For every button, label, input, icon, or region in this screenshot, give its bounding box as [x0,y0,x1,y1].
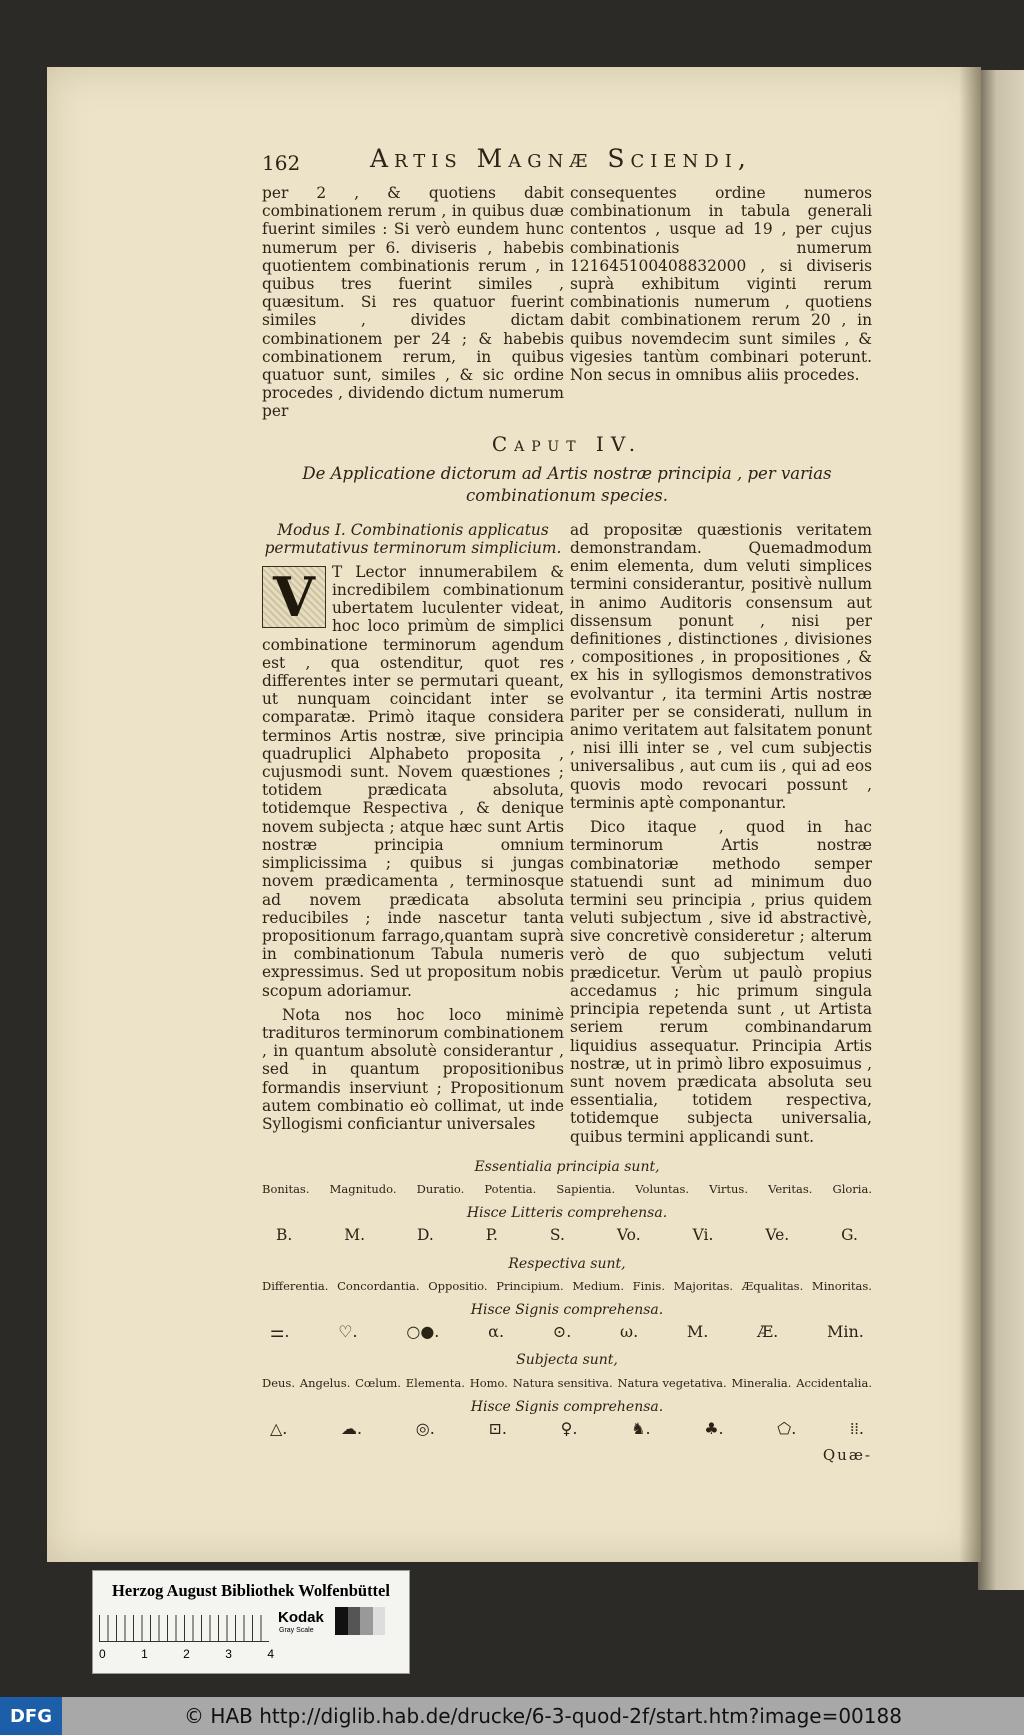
body-right-paragraph-1: ad propositæ quæstionis veritatem demonstrandam. Quemadmodum enim elementa, dum veluti simplices termini considerantur, positivè nullum in animo Auditoris consensum aut dissensum ponunt , nisi per definitiones , distinctiones , divisiones , compositiones , in propositiones , & ex his in syllogismos demonstrativos evolvantur , ita termini Artis nostræ pariter per se considerati, nullum in animo veritatem aut falsitatem ponunt , nisi illi inter se , vel cum subjectis universalibus , aut cum iis , qui ad eos quovis modo revocari possunt , terminis aptè componantur. [570,520,872,812]
page-text [262,144,872,1465]
signs-row-1-item: ♡. [338,1322,358,1342]
adjacent-page-edge [978,70,1024,1590]
respectiva-row-item: Differentia. [262,1278,329,1293]
modus-heading: Modus I. Combinationis applicatus permutativus terminorum simplicium. [264,520,562,557]
subjecta-row-item: Cœlum. [355,1375,401,1390]
viewer-footer [0,1697,1024,1735]
subjecta-row-item: Accidentalia. [796,1375,872,1390]
chapter-subtitle: De Applicatione dictorum ad Artis nostræ principia , per varias combinationum species. [302,463,832,505]
letters-row-item: P. [485,1226,498,1245]
chapter-title: Caput IV. [491,431,643,456]
respectiva-row [262,1277,872,1295]
essentialia-row-item: Sapientia. [556,1181,616,1196]
signs-row-2-item: ♞. [631,1418,651,1438]
subjecta-row-item: Natura sensitiva. [512,1375,613,1390]
signs-row-1-item: ○●. [406,1322,440,1342]
top-columns [262,184,872,421]
signs-row-1-item: Æ. [757,1322,779,1342]
library-color-chart-label [92,1570,410,1674]
signs-row-1-item: ⚌. [270,1322,290,1342]
signs-heading-1: Hisce Signis comprehensa. [470,1301,664,1318]
signs-row-2 [262,1420,872,1438]
catchword: Quæ- [822,1446,872,1465]
principles-tables [262,1158,872,1465]
running-head [262,144,872,184]
respectiva-row-item: Medium. [572,1278,624,1293]
respectiva-row-item: Oppositio. [428,1278,488,1293]
signs-row-2-item: ◎. [415,1418,435,1438]
gray-scale-caption: Gray Scale [279,1627,314,1634]
letters-row-item: B. [276,1226,293,1245]
signs-row-2-item: △. [270,1418,288,1438]
respectiva-row-item: Minoritas. [811,1278,872,1293]
signs-row-2-item: ⁞⁞. [849,1418,864,1438]
essentialia-row-item: Voluntas. [635,1181,689,1196]
letters-row-item: Ve. [765,1226,790,1245]
signs-row-2-item: ☁. [341,1418,363,1438]
ruler-numbers-item: 3 [225,1647,232,1661]
ruler-numbers-item: 0 [99,1647,106,1661]
essentialia-row [262,1180,872,1198]
letters-row-item: D. [417,1226,434,1245]
essentialia-row-item: Virtus. [709,1181,748,1196]
letters-row [262,1226,872,1244]
subjecta-row-item: Angelus. [299,1375,351,1390]
essentialia-heading: Essentialia principia sunt, [474,1158,660,1175]
signs-row-1-item: Min. [827,1322,864,1342]
letters-row-item: M. [344,1226,366,1245]
page-gutter-shadow [959,67,981,1562]
letters-row-item: Vo. [616,1226,641,1245]
signs-row-2-item: ⊡. [488,1418,507,1438]
signs-row-2-item: ♣. [704,1418,724,1438]
essentialia-row-item: Duratio. [416,1181,465,1196]
subjecta-row-item: Natura vegetativa. [617,1375,727,1390]
respectiva-row-item: Æqualitas. [741,1278,804,1293]
respectiva-row-item: Majoritas. [673,1278,734,1293]
subjecta-heading: Subjecta sunt, [516,1352,618,1369]
essentialia-row-item: Veritas. [768,1181,813,1196]
body-left-paragraph-2: Nota nos hoc loco minimè tradituros terminorum combinationem , in quantum absolutè considerantur , sed in quantum propositionibus formandis inserviunt ; Propositionum autem combinatio eò collimat, ut inde Syllogismi conficiantur universales [262,1005,564,1133]
essentialia-row-item: Bonitas. [262,1181,310,1196]
respectiva-row-item: Principium. [496,1278,564,1293]
ruler-numbers [99,1647,274,1661]
gray-scale-swatches [335,1607,385,1635]
ruler-numbers-item: 4 [267,1647,274,1661]
essentialia-row-item: Magnitudo. [329,1181,397,1196]
letters-row-item: S. [549,1226,565,1245]
body-left-paragraph-1: V T Lector innumerabilem & incredibilem combinationum ubertatem luculenter videat, hoc loco primùm de simplici combinatione terminorum agendum est , qua ostenditur, quot res differentes inter se permutari queant, ut nunquam coincidant inter se comparatæ. Primò itaque considera terminos Artis nostræ, sive principia quadruplici Alphabeto proposita , cujusmodi sunt. Novem quæstiones ; totidem prædicata absoluta, totidemque Respectiva , & denique novem subjecta ; atque hæc sunt Artis nostræ principia omnium simplicissima ; quibus si jungas novem prædicamenta , terminosque ad novem prædicata absoluta reducibiles ; inde nascetur tanta propositionum farrago,quantam suprà in combinationum Tabula numeris expressimus. Sed ut propositum nobis scopum adoriamur. [262,562,564,1000]
scale-ruler [99,1615,269,1642]
running-title: Artis Magnæ Sciendi, [370,144,752,173]
subjecta-row-item: Elementa. [405,1375,465,1390]
subjecta-row-item: Homo. [469,1375,508,1390]
dropcap-initial: V [262,566,326,628]
respectiva-heading: Respectiva sunt, [508,1255,626,1272]
letters-row-item: Vi. [692,1226,714,1245]
signs-heading-2: Hisce Signis comprehensa. [470,1398,664,1415]
top-left-column: per 2 , & quotiens dabit combinationem rerum , in quibus duæ fuerint similes : Si verò eundem hunc numerum per 6. diviseris , habebis quotientem combinationis rerum , in quibus tres fuerint similes , quæsitum. Si res quatuor fuerint similes , divides dictam combinationem per 24 ; & habebis combinationem rerum, in quibus quatuor sunt, similes , & sic ordine procedes , dividendo dictum numerum per [262,184,564,421]
body-right-paragraph-2: Dico itaque , quod in hac terminorum Artis nostræ combinatoriæ methodo semper statuendi sunt ad minimum duo termini seu principia , prius quidem veluti subjectum , sive id abstractivè, sive concretivè consideretur ; alterum verò de quo subjectum veluti prædicetur. Verùm ut paulò propius accedamus ; hic primum singula principia repetenda sunt , ut Artista seriem rerum combinandarum liquidius assequatur. Principia Artis nostræ, ut in primò libro exposuimus , sunt novem prædicata absoluta seu essentialia, totidem respectiva, totidemque subjecta universalia, quibus termini applicandi sunt. [570,818,872,1146]
ruler-numbers-item: 2 [183,1647,190,1661]
respectiva-row-item: Concordantia. [337,1278,420,1293]
signs-row-1 [262,1323,872,1341]
signs-row-2-item: ⬠. [777,1418,797,1438]
signs-row-1-item: α. [488,1322,505,1342]
body-columns [262,521,872,1146]
source-url-text[interactable]: © HAB http://diglib.hab.de/drucke/6-3-quod-2f/start.htm?image=00188 [184,1704,902,1728]
dfg-logo: DFG [0,1697,62,1735]
kodak-logo: Kodak [278,1609,324,1626]
letters-heading: Hisce Litteris comprehensa. [466,1205,668,1222]
library-name: Herzog August Bibliothek Wolfenbüttel [112,1581,390,1600]
top-right-column: consequentes ordine numeros combinationum in tabula generali contentos , usque ad 19 , per cujus combinationis numerum 121645100408832000 , si diviseris suprà exhibitum viginti rerum combinationis numerum , quotiens dabit combinationem rerum 20 , in quibus novemdecim sunt similes , & vigesies tantùm combinari poterunt. Non secus in omnibus aliis procedes. [570,184,872,385]
subjecta-row-item: Deus. [262,1375,295,1390]
letters-row-item: G. [841,1226,858,1245]
signs-row-1-item: M. [686,1322,709,1342]
essentialia-row-item: Potentia. [484,1181,537,1196]
subjecta-row [262,1374,872,1392]
signs-row-1-item: ω. [620,1322,639,1342]
essentialia-row-item: Gloria. [832,1181,872,1196]
page-number: 162 [262,151,301,175]
signs-row-1-item: ⊙. [552,1322,572,1342]
subjecta-row-item: Mineralia. [731,1375,792,1390]
ruler-numbers-item: 1 [141,1647,148,1661]
respectiva-row-item: Finis. [632,1278,665,1293]
signs-row-2-item: ♀. [560,1418,578,1438]
